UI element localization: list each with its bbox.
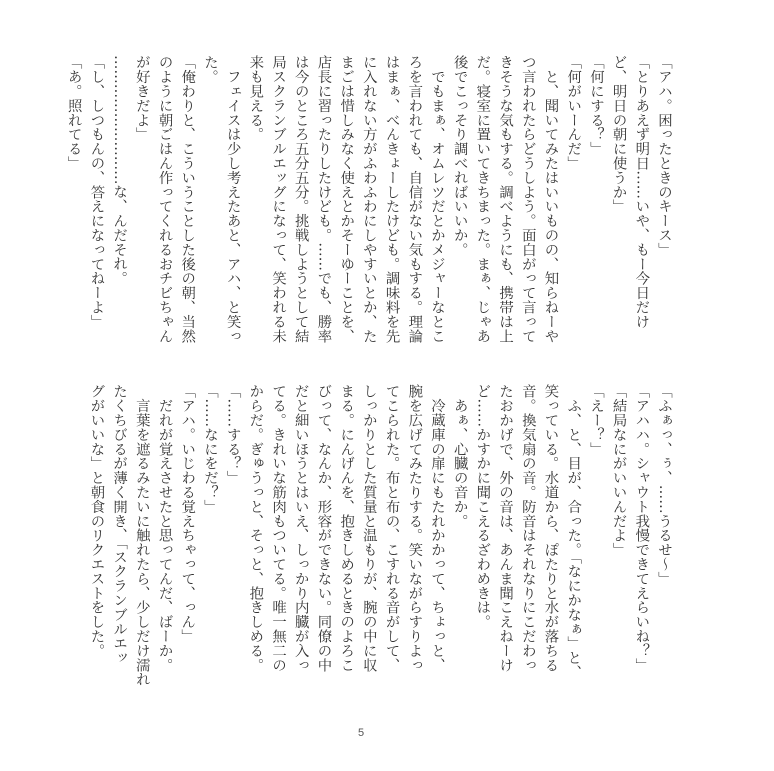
text-line: た。 [201,55,218,84]
text-line: フェイスは少し考えたあと、アハ、と笑っ [224,55,241,343]
text-line: 「アハ。いじわる覚えちゃって、っん」 [179,384,196,644]
text-line: たくちびるが薄く開き、「スクランブルエッ [111,384,128,665]
text-line: だれが覚えさせたと思ってんだ、ばーか。 [156,384,173,672]
text-line: ど、明日の朝に使うか」 [610,55,627,214]
text-line: 「えー？」 [587,384,604,456]
text-line: 音。換気扇の音。防音はそれなりにこだわっ [519,384,536,672]
text-line: からだ。ぎゅうっと、そっと、抱きしめる。 [247,384,264,672]
text-line: グがいいな」と朝食のリクエストをした。 [88,384,105,658]
text-line: まごは惜しみなく使えとかそーゆーことを、 [338,55,355,343]
text-line: つ言われたらどうしよう。面白がって言って [519,55,536,343]
text-line: はまぁ、べんきょーしたけども。調味料を先 [383,55,400,343]
text-line: 「し、しつもんの、答えになってねーよ」 [88,55,105,329]
text-line: 「何がいーんだ」 [565,55,582,171]
text-line: 「ふぁっ、ぅ、……うるせ〜」 [656,384,672,586]
text-line: 「……する？」 [224,384,241,485]
text-line: ふ、と、目が、合った。「なにかなぁ」と、 [565,384,582,680]
text-line: と、聞いてみたはいいものの、知らねーや [542,55,559,343]
text-line: 「あ。照れてる」 [65,55,82,171]
text-line: 腕を広げてみたりする。笑いながらすりよっ [406,384,423,672]
text-line: 冷蔵庫の扉にもたれかかって、ちょっと、 [428,384,445,672]
text-line: 店長に習ったりしたけども。……でも、勝率 [315,55,332,343]
text-line: 「……なにをだ？」 [201,384,218,514]
text-line: 局スクランブルエッグになって、笑われる未 [270,55,287,343]
text-line: に入れない方がふわふわにしやすいとか、た [360,55,377,343]
text-line: しっかりとした質量と温もりが、腕の中に収 [360,384,377,672]
upper-text-block [62,55,675,347]
text-line: 「アハ。困ったときのキース」 [656,55,672,257]
text-line: 言葉を遮るみたいに触れたら、少しだけ濡れ [133,384,150,687]
text-line: 後でこっそり調べればいいか。 [451,55,468,257]
text-line: ………………………な、んだそれ。 [111,55,128,286]
text-line: 「アハハ。シャウト我慢できてえらいね？」 [633,384,650,672]
text-line: は今のところ五分五分。挑戦しようとして結 [292,55,309,343]
text-line: だと細いほうとはいえ、しっかり内臓が入っ [292,384,309,672]
text-line: 「とりあえず明日……いや、もー今日だけ [633,55,650,329]
text-line: でもまぁ、オムレツだとかメジャーなとこ [428,55,445,343]
page-number: 5 [357,727,365,739]
text-line: びって、なんか、形容ができない。同僚の中 [315,384,332,672]
text-line: 笑っている。水道から、ぽたりと水が落ちる [542,384,559,672]
text-line: ど……かすかに聞こえるざわめきは。 [474,384,491,629]
text-line: てる。きれいな筋肉もついてる。唯一無二の [270,384,287,672]
text-line: あぁ、心臓の音か。 [451,384,468,528]
text-line: だ。寝室に置いてきちまった。まぁ、じゃあ [474,55,491,343]
text-line: てこられた。布と布の、こすれる音がして、 [383,384,400,672]
text-line: が好きだよ」 [133,55,150,142]
lower-text-block [85,384,675,687]
text-line: きそうな気もする。調べようにも、携帯は上 [497,55,514,343]
text-line: 「俺わりと、こういうことした後の朝、当然 [179,55,196,343]
text-line: のように朝ごはん作ってくれるおチビちゃん [156,55,173,343]
text-line: 来も見える。 [247,55,264,142]
text-line: まる。にんげんを、抱きしめるときのよろこ [338,384,355,672]
text-line: ろを言われても、自信がない気もする。理論 [406,55,423,343]
text-line: 「結局なにがいいんだよ」 [610,384,627,557]
text-line: 「何にする？」 [587,55,604,156]
text-line: たおかげで、外の音は、あんま聞こえねーけ [497,384,514,672]
